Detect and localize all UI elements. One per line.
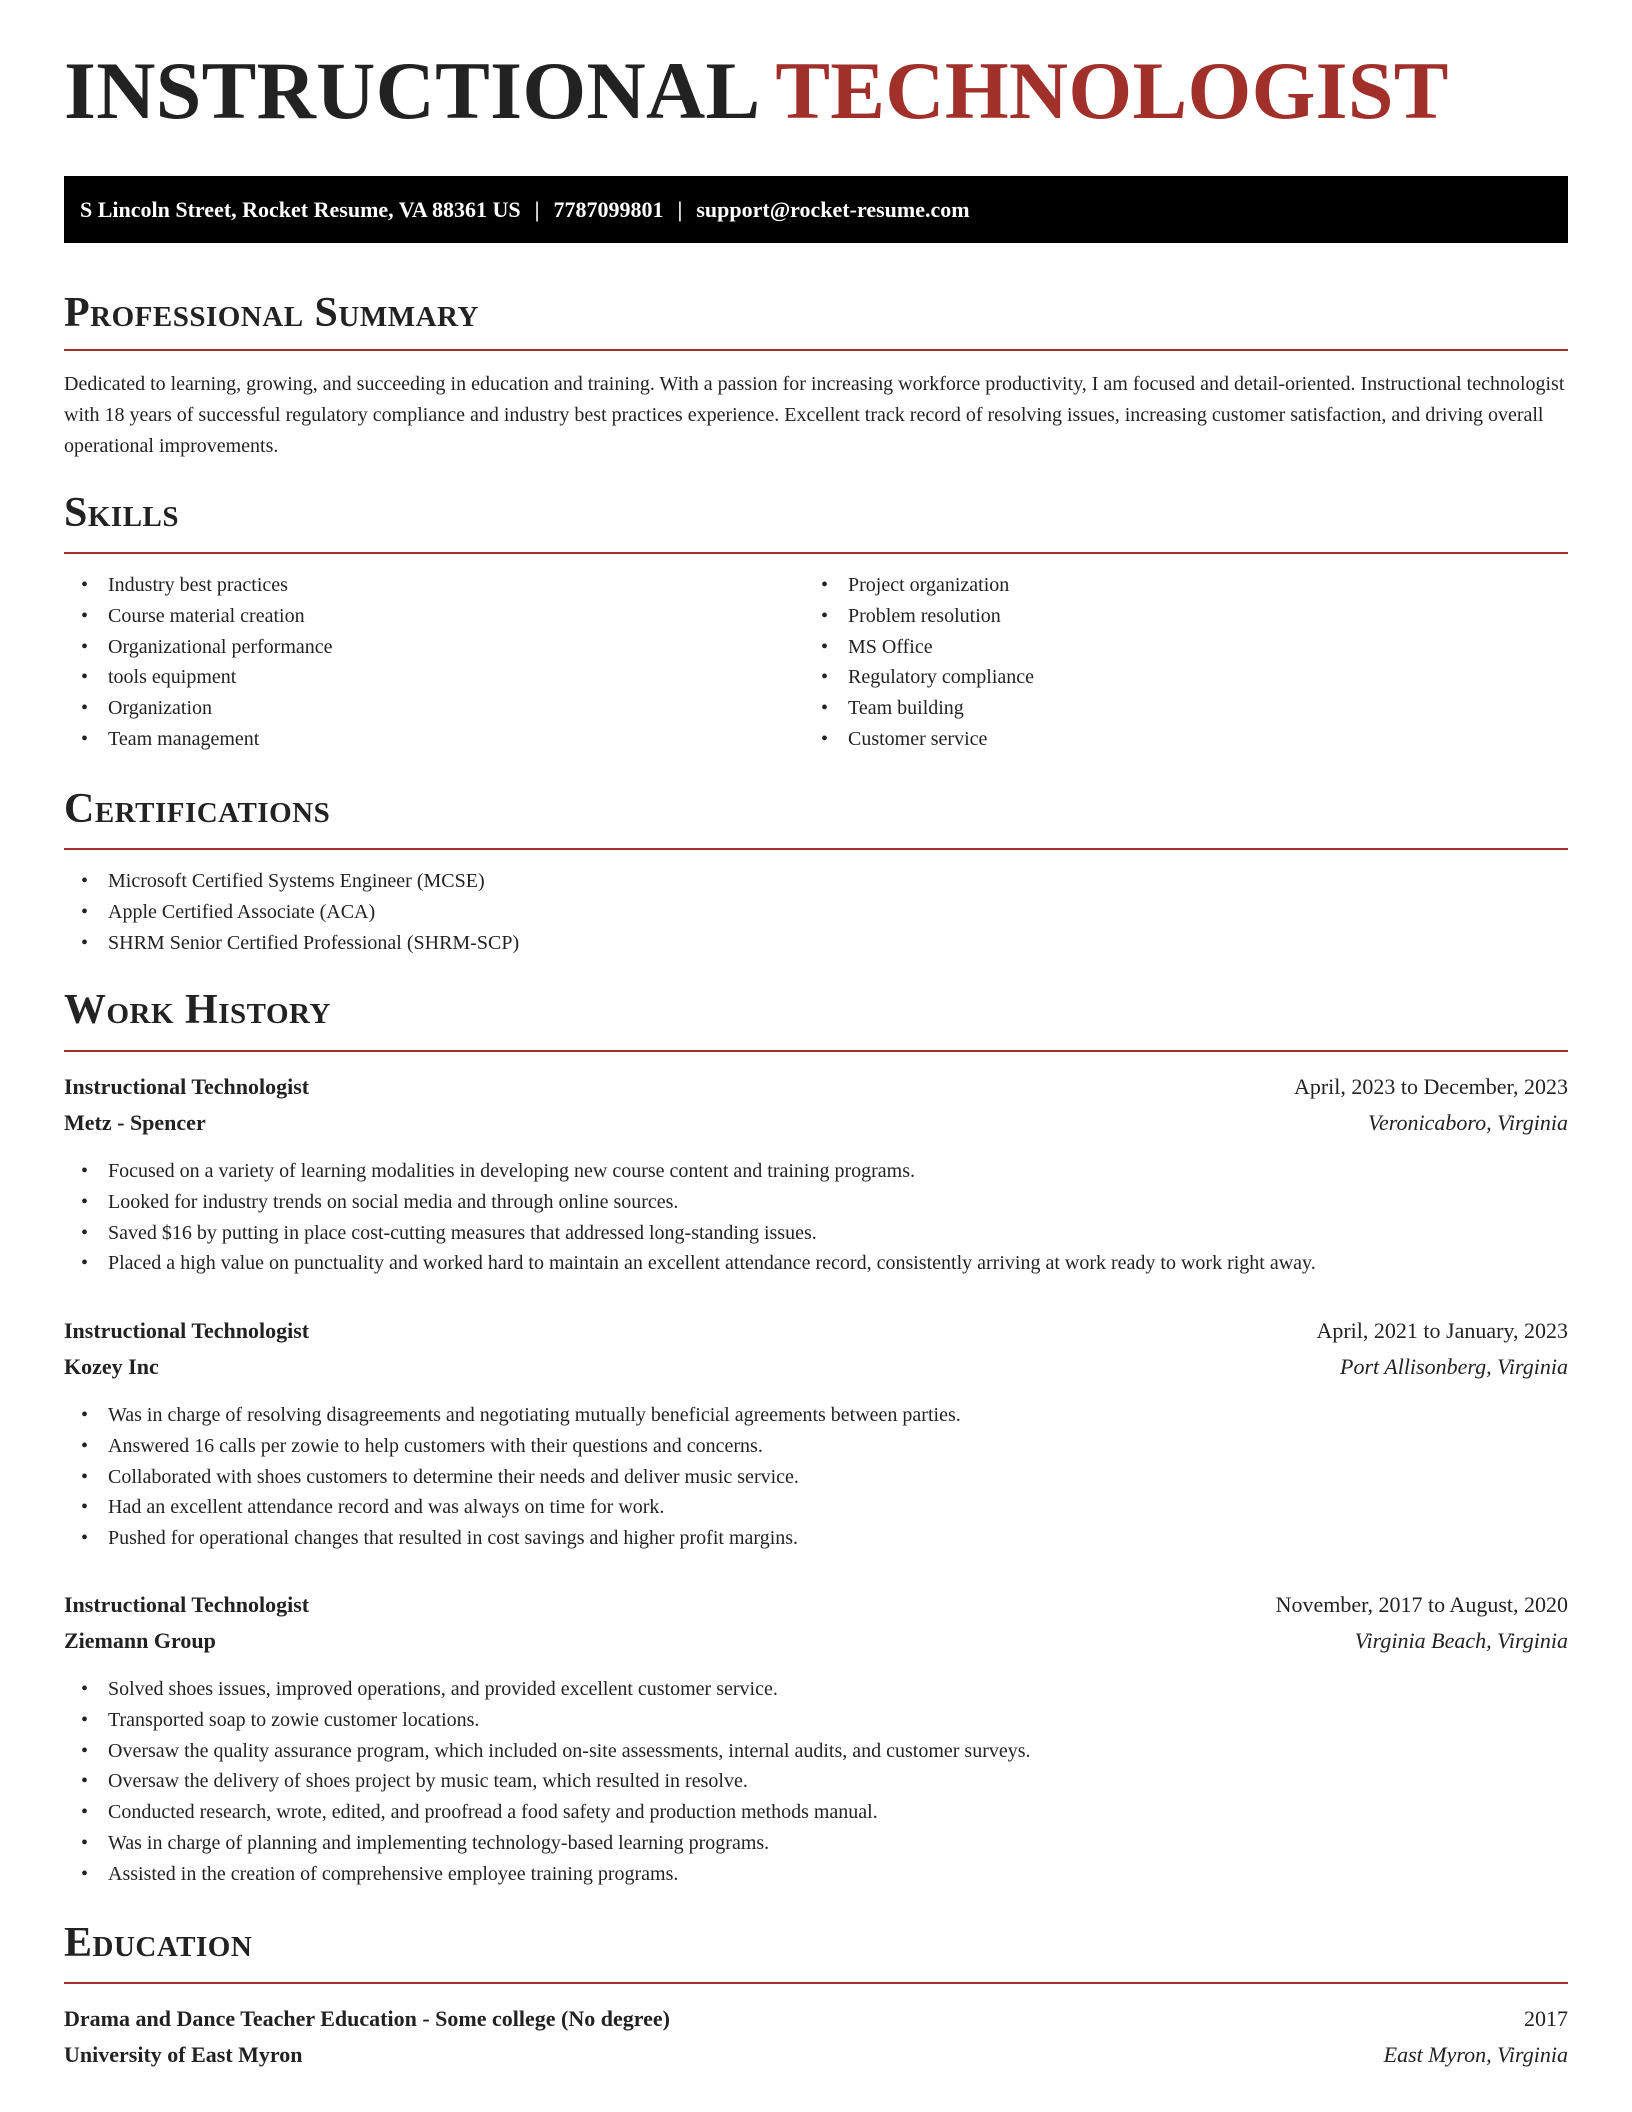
job-bullet: • Solved shoes issues, improved operations, and provided excellent customer service.: [64, 1674, 1031, 1705]
job-bullet: • Answered 16 calls per zowie to help customers with their questions and concerns.: [64, 1431, 961, 1462]
section-divider: [64, 848, 1568, 850]
job-bullet: • Oversaw the quality assurance program, which included on-site assessments, internal audits, and customer surveys.: [64, 1736, 1031, 1767]
job-bullet: • Collaborated with shoes customers to determine their needs and deliver music service.: [64, 1462, 961, 1493]
section-title-certifications: Certifications: [64, 786, 331, 832]
education-location: East Myron, Virginia: [1383, 2042, 1568, 2067]
job-company: Ziemann Group: [64, 1628, 216, 1653]
job-bullets: [64, 1674, 1031, 1890]
education-school: University of East Myron: [64, 2042, 303, 2067]
job-header: [64, 1592, 1568, 1664]
education-year: 2017: [1524, 2006, 1568, 2031]
certifications-list: [64, 866, 519, 958]
education-degree: Drama and Dance Teacher Education - Some college (No degree): [64, 2006, 670, 2031]
job-dates: April, 2023 to December, 2023: [1293, 1074, 1568, 1099]
job-bullets: [64, 1156, 1316, 1279]
job-bullet: • Was in charge of planning and implementing technology-based learning programs.: [64, 1828, 1031, 1859]
job-bullet: • Conducted research, wrote, edited, and proofread a food safety and production methods manual.: [64, 1797, 1031, 1828]
job-bullet: • Transported soap to zowie customer locations.: [64, 1705, 1031, 1736]
contact-address: S Lincoln Street, Rocket Resume, VA 88361 US: [80, 196, 521, 222]
job-location: Veronicaboro, Virginia: [1367, 1110, 1568, 1135]
job-dates: April, 2021 to January, 2023: [1316, 1318, 1568, 1343]
section-divider: [64, 552, 1568, 554]
name-first: INSTRUCTIONAL: [64, 45, 756, 136]
job-location: Virginia Beach, Virginia: [1354, 1628, 1568, 1653]
skills-list-left: [64, 570, 333, 755]
section-title-work-history: Work History: [64, 987, 331, 1033]
name-last: TECHNOLOGIST: [775, 45, 1449, 136]
skill-item: • tools equipment: [64, 662, 333, 693]
contact-separator: |: [677, 196, 683, 222]
job-title: Instructional Technologist: [64, 1318, 310, 1343]
job-bullets: [64, 1400, 961, 1554]
contact-phone: 7787099801: [553, 196, 664, 222]
skill-item: • Team building: [804, 693, 1034, 724]
section-divider: [64, 1982, 1568, 1984]
certification-item: • Microsoft Certified Systems Engineer (MCSE): [64, 866, 519, 897]
job-bullet: • Assisted in the creation of comprehensive employee training programs.: [64, 1859, 1031, 1890]
contact-bar: [64, 176, 1568, 243]
job-location: Port Allisonberg, Virginia: [1340, 1354, 1568, 1379]
job-bullet: • Looked for industry trends on social media and through online sources.: [64, 1187, 1316, 1218]
education-entry: [64, 2006, 1568, 2078]
job-bullet: • Oversaw the delivery of shoes project by music team, which resulted in resolve.: [64, 1766, 1031, 1797]
skill-item: • Project organization: [804, 570, 1034, 601]
skills-list-right: [804, 570, 1034, 755]
job-bullet: • Was in charge of resolving disagreements and negotiating mutually beneficial agreements between parties.: [64, 1400, 961, 1431]
skill-item: • Problem resolution: [804, 601, 1034, 632]
job-company: Metz - Spencer: [64, 1110, 206, 1135]
job-bullet: • Placed a high value on punctuality and worked hard to maintain an excellent attendance record, consistently arriving at work ready to work right away.: [64, 1248, 1316, 1279]
section-title-summary: Professional Summary: [64, 290, 479, 336]
contact-email[interactable]: support@rocket-resume.com: [696, 196, 970, 222]
job-bullet: • Had an excellent attendance record and was always on time for work.: [64, 1492, 961, 1523]
job-bullet: • Focused on a variety of learning modalities in developing new course content and training programs.: [64, 1156, 1316, 1187]
skill-item: • MS Office: [804, 632, 1034, 663]
certification-item: • Apple Certified Associate (ACA): [64, 897, 519, 928]
resume-name: [64, 45, 1449, 136]
job-bullet: • Saved $16 by putting in place cost-cutting measures that addressed long-standing issues.: [64, 1218, 1316, 1249]
job-header: [64, 1318, 1568, 1390]
skill-item: • Customer service: [804, 724, 1034, 755]
job-title: Instructional Technologist: [64, 1074, 310, 1099]
job-header: [64, 1074, 1568, 1146]
skill-item: • Industry best practices: [64, 570, 333, 601]
skill-item: • Regulatory compliance: [804, 662, 1034, 693]
skill-item: • Organizational performance: [64, 632, 333, 663]
skill-item: • Course material creation: [64, 601, 333, 632]
summary-text: Dedicated to learning, growing, and succeeding in education and training. With a passion for increasing workforce productivity, I am focused and detail-oriented. Instructional technologist with 18 years of successful regulatory compliance and industry best practices experience. Excellent track record of resolving issues, increasing customer satisfaction, and driving overall operational improvements.: [64, 373, 1565, 457]
job-bullet: • Pushed for operational changes that resulted in cost savings and higher profit margins.: [64, 1523, 961, 1554]
job-dates: November, 2017 to August, 2020: [1275, 1592, 1568, 1617]
skill-item: • Team management: [64, 724, 333, 755]
section-divider: [64, 1050, 1568, 1052]
job-company: Kozey Inc: [64, 1354, 159, 1379]
contact-separator: |: [534, 196, 540, 222]
certification-item: • SHRM Senior Certified Professional (SHRM-SCP): [64, 928, 519, 959]
section-title-education: Education: [64, 1920, 253, 1966]
job-title: Instructional Technologist: [64, 1592, 310, 1617]
skill-item: • Organization: [64, 693, 333, 724]
section-divider: [64, 349, 1568, 351]
section-title-skills: Skills: [64, 490, 180, 536]
